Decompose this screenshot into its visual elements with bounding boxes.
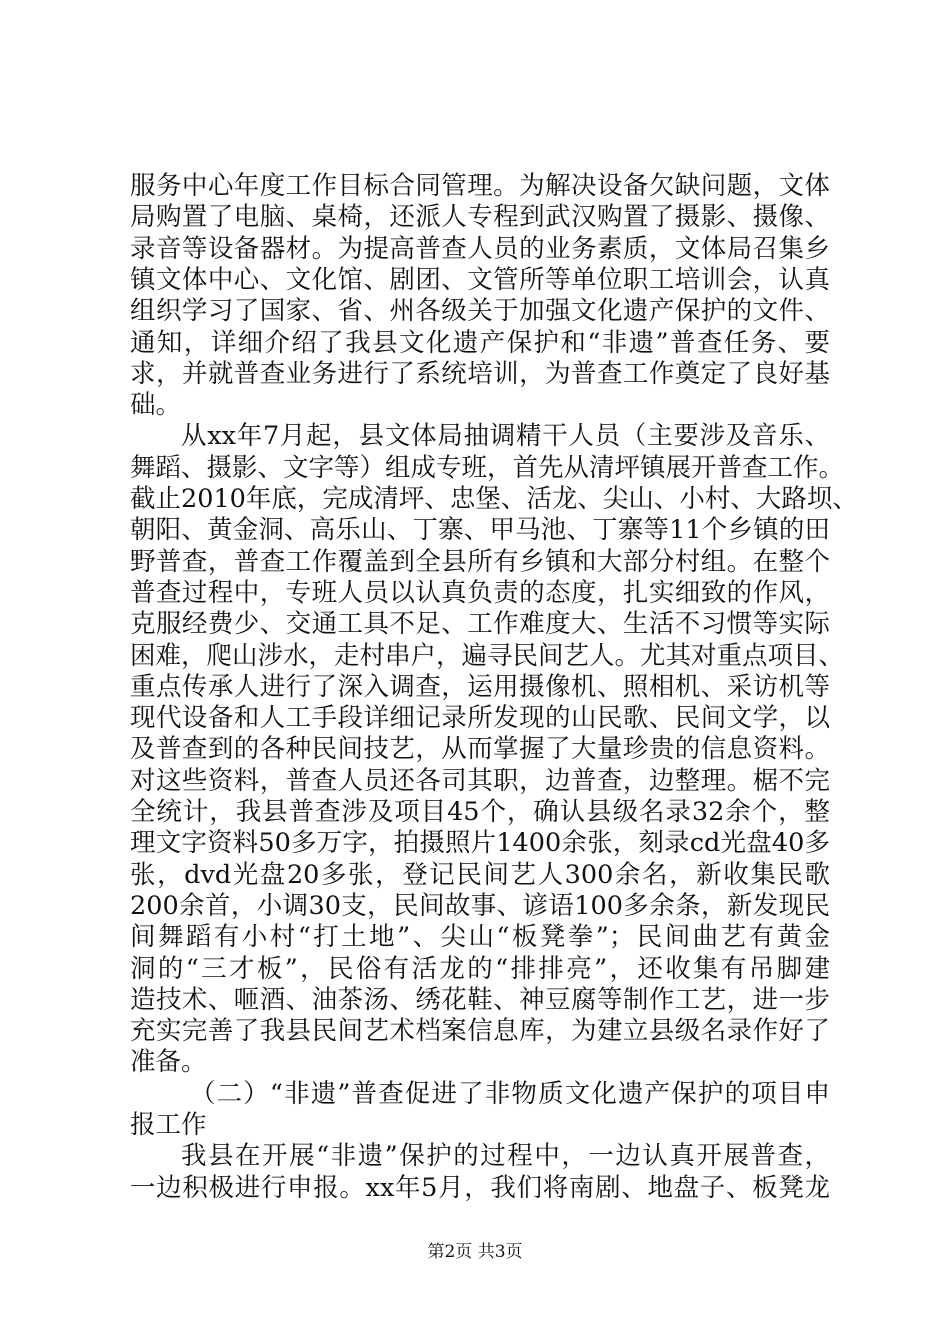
text-line: 舞蹈、摄影、文字等）组成专班，首先从清坪镇展开普查工作。: [130, 453, 845, 483]
text-line: 组织学习了国家、省、州各级关于加强文化遗产保护的文件、: [130, 296, 830, 326]
text-line: 全统计，我县普查涉及项目45个，确认县级名录32余个，整: [130, 797, 830, 827]
text-line: 录音等设备器材。为提高普查人员的业务素质，文体局召集乡: [130, 234, 830, 264]
page-number-footer: 第2页 共3页: [427, 1242, 523, 1262]
text-line: 理文字资料50多万字，拍摄照片1400余张，刻录cd光盘40多: [130, 828, 830, 858]
text-line: 从xx年7月起，县文体局抽调精干人员（主要涉及音乐、: [181, 421, 830, 451]
text-line: 重点传承人进行了深入调查，运用摄像机、照相机、采访机等: [130, 672, 830, 702]
text-line: 对这些资料，普查人员还各司其职，边普查，边整理。椐不完: [130, 766, 830, 796]
text-line: 础。: [130, 390, 182, 420]
text-line: 局购置了电脑、桌椅，还派人专程到武汉购置了摄影、摄像、: [130, 202, 830, 232]
text-line: 我县在开展“非遗”保护的过程中，一边认真开展普查，: [181, 1141, 830, 1171]
text-line: （二）“非遗”普查促进了非物质文化遗产保护的项目申: [190, 1079, 830, 1109]
text-line: 通知，详细介绍了我县文化遗产保护和“非遗”普查任务、要: [130, 328, 830, 358]
text-line: 张，dvd光盘20多张，登记民间艺人300余名，新收集民歌: [130, 860, 830, 890]
text-line: 造技术、咂酒、油茶汤、绣花鞋、神豆腐等制作工艺，进一步: [130, 985, 830, 1015]
text-line: 服务中心年度工作目标合同管理。为解决设备欠缺问题，文体: [130, 171, 830, 201]
text-line: 现代设备和人工手段详细记录所发现的山民歌、民间文学，以: [130, 703, 830, 733]
text-line: 一边积极进行申报。xx年5月，我们将南剧、地盘子、板凳龙: [130, 1173, 830, 1203]
text-line: 报工作: [130, 1110, 207, 1140]
text-line: 困难，爬山涉水，走村串户，遍寻民间艺人。尤其对重点项目、: [130, 641, 845, 671]
text-line: 间舞蹈有小村“打土地”、尖山“板凳拳”；民间曲艺有黄金: [130, 922, 830, 952]
text-line: 朝阳、黄金洞、高乐山、丁寨、甲马池、丁寨等11个乡镇的田: [130, 515, 830, 545]
text-line: 克服经费少、交通工具不足、工作难度大、生活不习惯等实际: [130, 609, 830, 639]
text-line: 准备。: [130, 1047, 207, 1077]
text-line: 普查过程中，专班人员以认真负责的态度，扎实细致的作风，: [130, 578, 830, 608]
text-line: 及普查到的各种民间技艺，从而掌握了大量珍贵的信息资料。: [130, 734, 830, 764]
text-line: 200余首，小调30支，民间故事、谚语100多余条，新发现民: [130, 891, 830, 921]
text-line: 镇文体中心、文化馆、剧团、文管所等单位职工培训会，认真: [130, 265, 830, 295]
text-line: 求，并就普查业务进行了系统培训，为普查工作奠定了良好基: [130, 359, 830, 389]
text-line: 洞的“三才板”，民俗有活龙的“排排亮”，还收集有吊脚建: [130, 954, 830, 984]
text-line: 野普查，普查工作覆盖到全县所有乡镇和大部分村组。在整个: [130, 547, 830, 577]
text-line: 充实完善了我县民间艺术档案信息库，为建立县级名录作好了: [130, 1016, 830, 1046]
text-line: 截止2010年底，完成清坪、忠堡、活龙、尖山、小村、大路坝、: [130, 484, 858, 514]
